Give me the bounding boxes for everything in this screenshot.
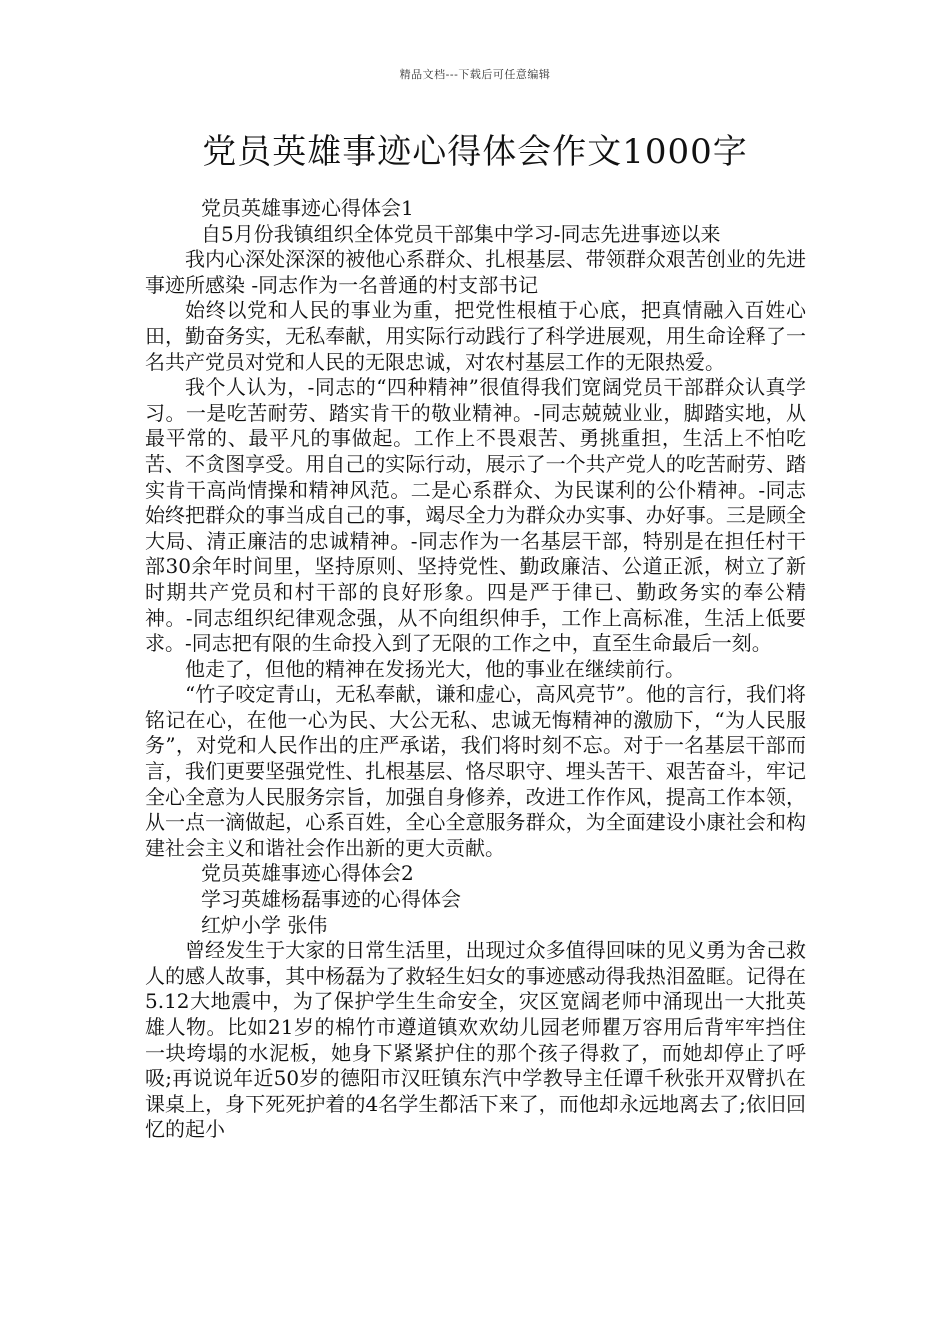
- paragraph-subheading: 学习英雄杨磊事迹的心得体会: [201, 887, 461, 912]
- paragraph: 自5月份我镇组织全体党员干部集中学习-同志先进事迹以来: [201, 221, 721, 246]
- paragraph: “竹子咬定青山，无私奉献，谦和虚心，高风亮节”。他的言行，我们将铭记在心，在他一心为民、大公无私、忠诚无悔精神的激励下，“为人民服务”，对党和人民作出的庄严承诺，我们将时刻不忘。对于一名基层干部而言，我们更要坚强党性、扎根基层、恪尽职守、埋头苦干、艰苦奋斗，牢记全心全意为人民服务宗旨，加强自身修养，改进工作作风，提高工作本领，从一点一滴做起，心系百姓，全心全意服务群众，为全面建设小康社会和构建社会主义和谐社会作出新的更大贡献。: [145, 682, 806, 860]
- paragraph: 我个人认为，-同志的“四种精神”很值得我们宽阔党员干部群众认真学习。一是吃苦耐劳、踏实肯干的敬业精神。-同志兢兢业业，脚踏实地，从最平常的、最平凡的事做起。工作上不畏艰苦、勇挑重担，生活上不怕吃苦、不贪图享受。用自己的实际行动，展示了一个共产党人的吃苦耐劳、踏实肯干高尚情操和精神风范。二是心系群众、为民谋利的公仆精神。-同志始终把群众的事当成自己的事，竭尽全力为群众办实事、办好事。三是顾全大局、清正廉洁的忠诚精神。-同志作为一名基层干部，特别是在担任村干部30余年时间里，坚持原则、坚持党性、勤政廉洁、公道正派，树立了新时期共产党员和村干部的良好形象。四是严于律已、勤政务实的奉公精神。-同志组织纪律观念强，从不向组织伸手，工作上高标准，生活上低要求。-同志把有限的生命投入到了无限的工作之中，直至生命最后一刻。: [145, 375, 806, 656]
- paragraph-subheading: 党员英雄事迹心得体会1: [201, 196, 414, 220]
- document-title: 党员英雄事迹心得体会作文1000字: [202, 132, 748, 172]
- document-body: [145, 196, 806, 1143]
- author-line: 红炉小学 张伟: [201, 912, 328, 937]
- paragraph: 始终以党和人民的事业为重，把党性根植于心底，把真情融入百姓心田，勤奋务实，无私奉献，用实际行动践行了科学进展观，用生命诠释了一名共产党员对党和人民的无限忠诚，对农村基层工作的无限热爱。: [145, 298, 806, 374]
- paragraph: 他走了，但他的精神在发扬光大，他的事业在继续前行。: [185, 656, 685, 681]
- paragraph: 我内心深处深深的被他心系群众、扎根基层、带领群众艰苦创业的先进事迹所感染 -同志作为一名普通的村支部书记: [145, 247, 806, 297]
- header-note: 精品文档---下载后可任意编辑: [399, 68, 551, 81]
- paragraph-subheading: 党员英雄事迹心得体会2: [201, 861, 414, 886]
- paragraph: 曾经发生于大家的日常生活里，出现过众多值得回味的见义勇为舍己救人的感人故事，其中杨磊为了救轻生妇女的事迹感动得我热泪盈眶。记得在5.12大地震中，为了保护学生生命安全，灾区宽阔老师中涌现出一大批英雄人物。比如21岁的棉竹市遵道镇欢欢幼儿园老师瞿万容用后背牢牢挡住一块垮塌的水泥板，她身下紧紧护住的那个孩子得救了，而她却停止了呼吸;再说说年近50岁的德阳市汉旺镇东汽中学教导主任谭千秋张开双臂扒在课桌上，身下死死护着的4名学生都活下来了，而他却永远地离去了;依旧回忆的起小: [145, 938, 806, 1142]
